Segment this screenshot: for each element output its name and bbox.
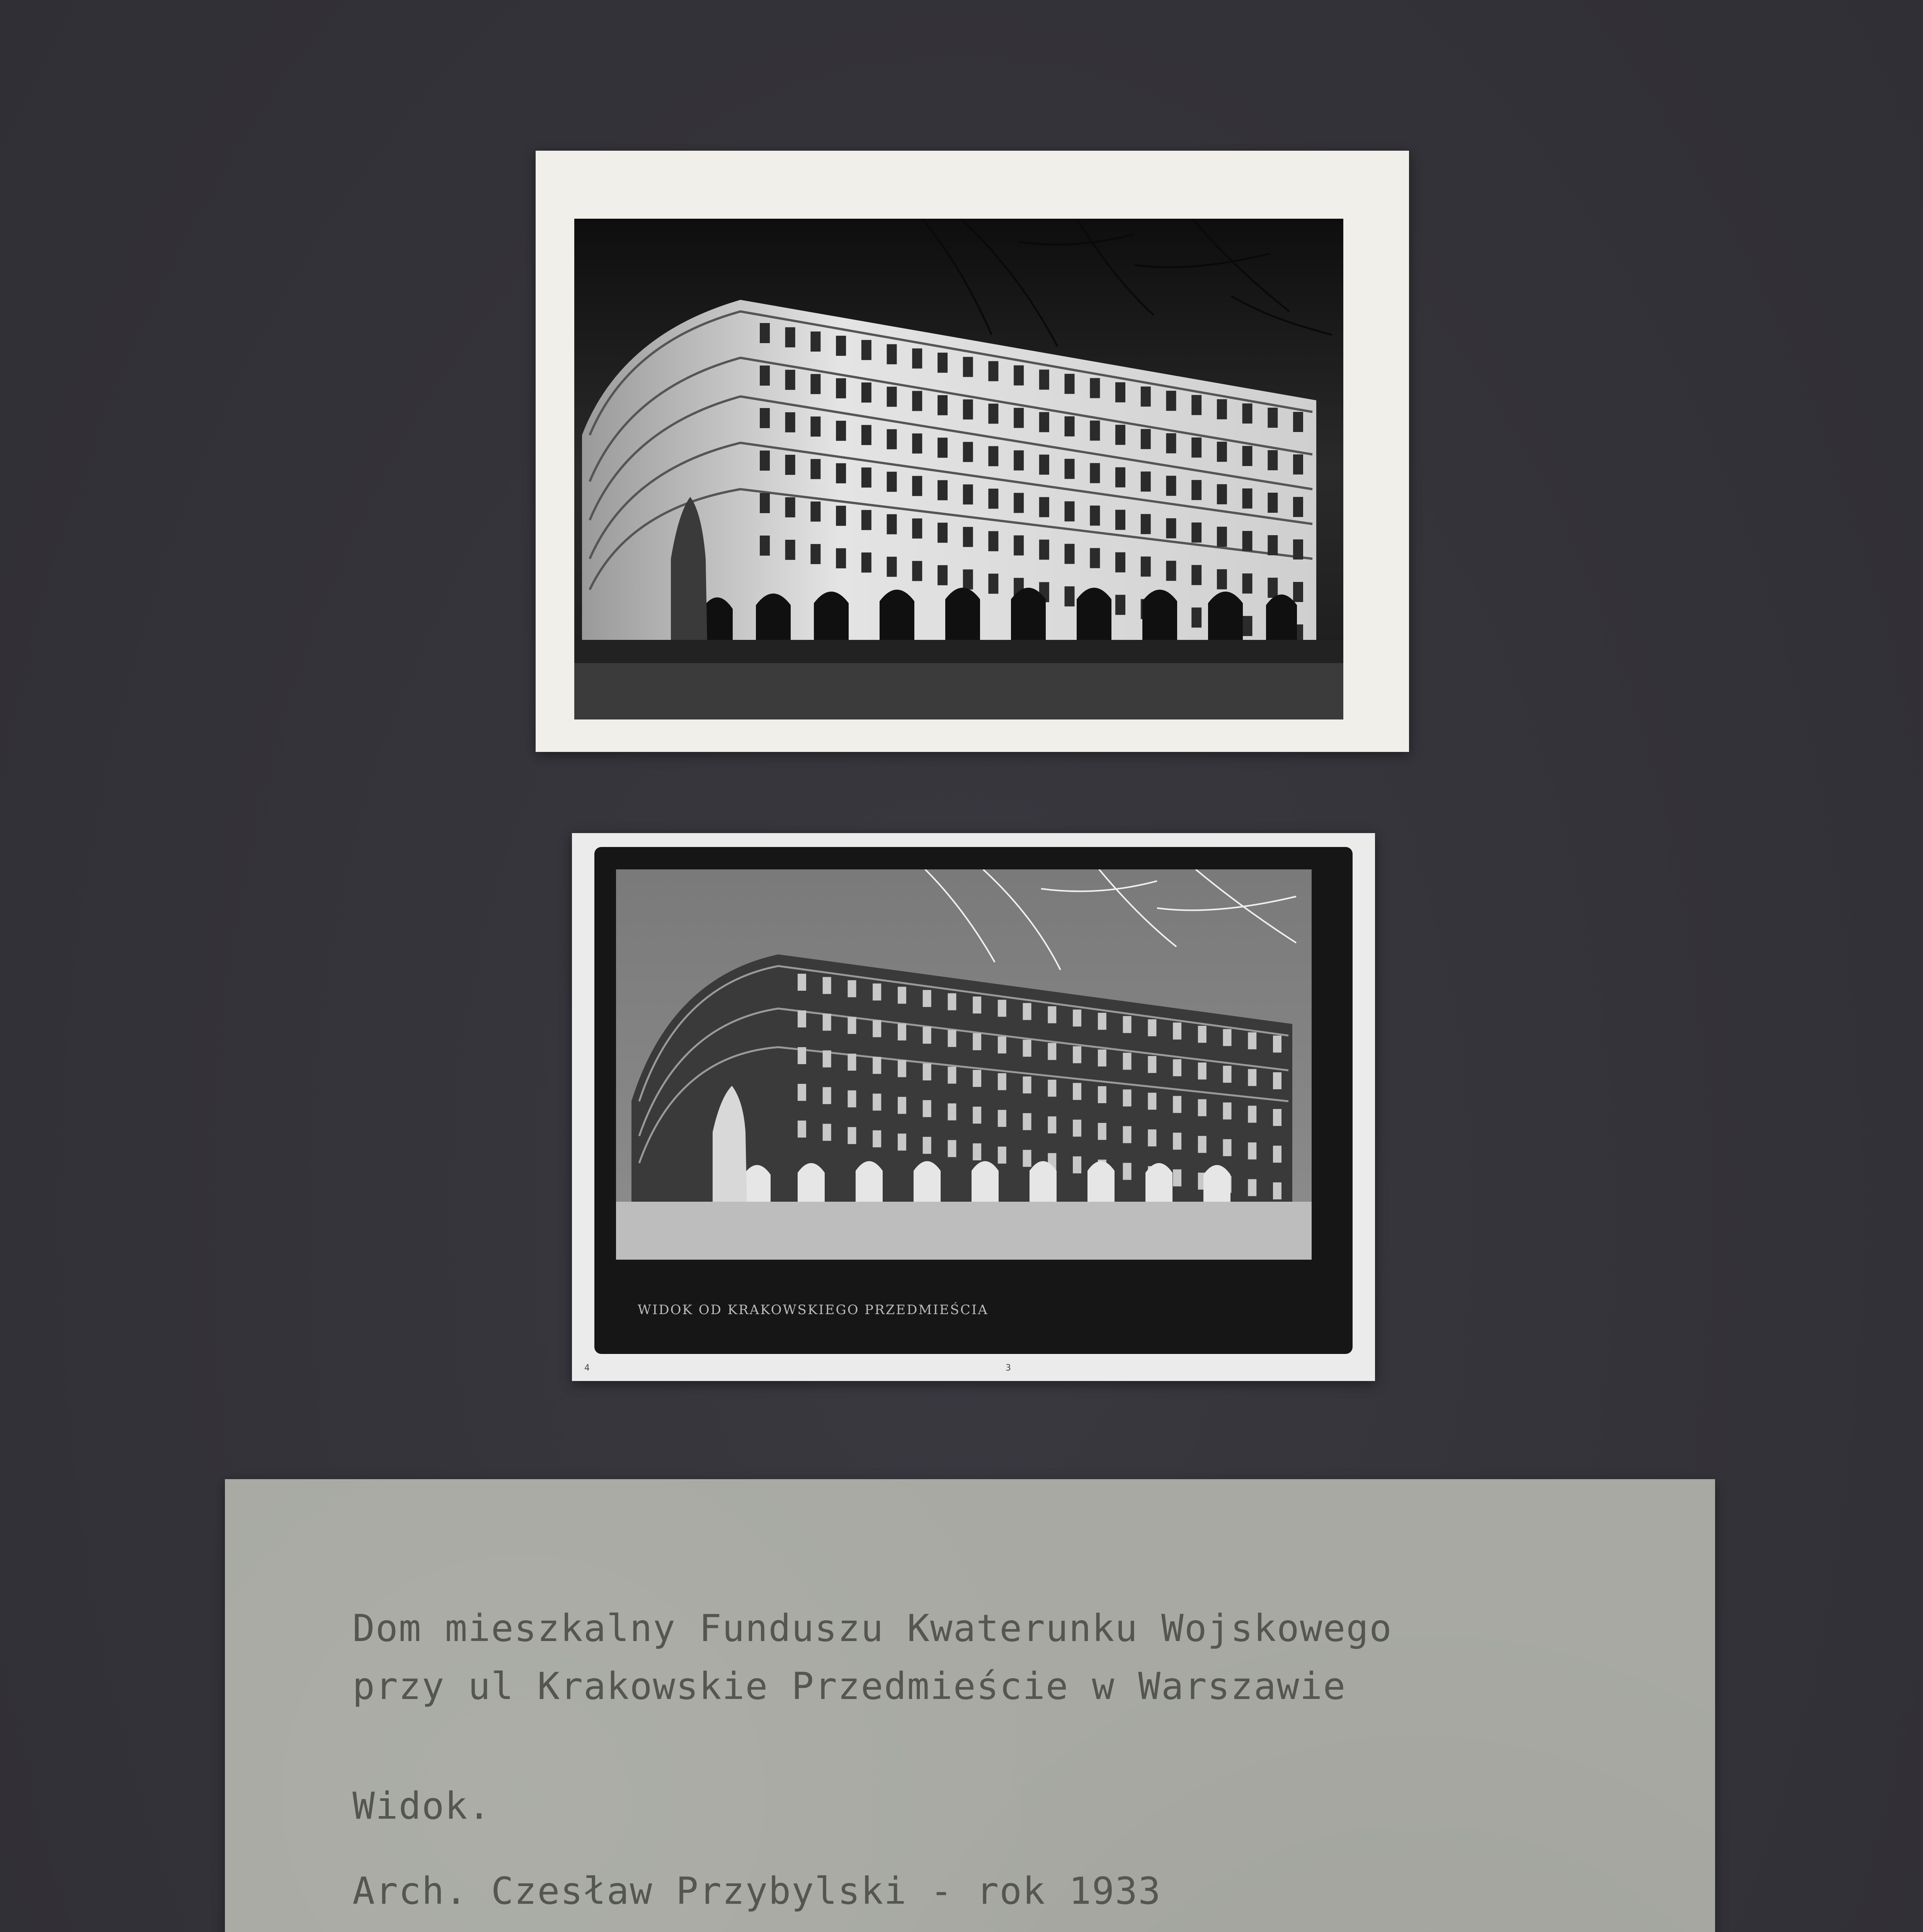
negative-caption: WIDOK OD KRAKOWSKIEGO PRZEDMIEŚCIA	[638, 1302, 989, 1318]
negative-photo-print	[572, 833, 1375, 1381]
building-photo-negative	[616, 869, 1312, 1260]
typed-label-card	[225, 1479, 1715, 1932]
label-view: Widok.	[352, 1784, 491, 1828]
negative-frame	[594, 847, 1353, 1354]
frame-number-middle: 3	[1006, 1363, 1011, 1373]
label-title-line-1: Dom mieszkalny Funduszu Kwaterunku Wojskowego	[352, 1607, 1392, 1650]
label-architect: Arch. Czesław Przybylski - rok 1933	[352, 1869, 1161, 1913]
label-title-line-2: przy ul Krakowskie Przedmieście w Warszawie	[352, 1665, 1346, 1708]
frame-number-left: 4	[584, 1363, 590, 1373]
positive-photo-print	[536, 151, 1409, 752]
building-photo-positive	[574, 219, 1343, 719]
